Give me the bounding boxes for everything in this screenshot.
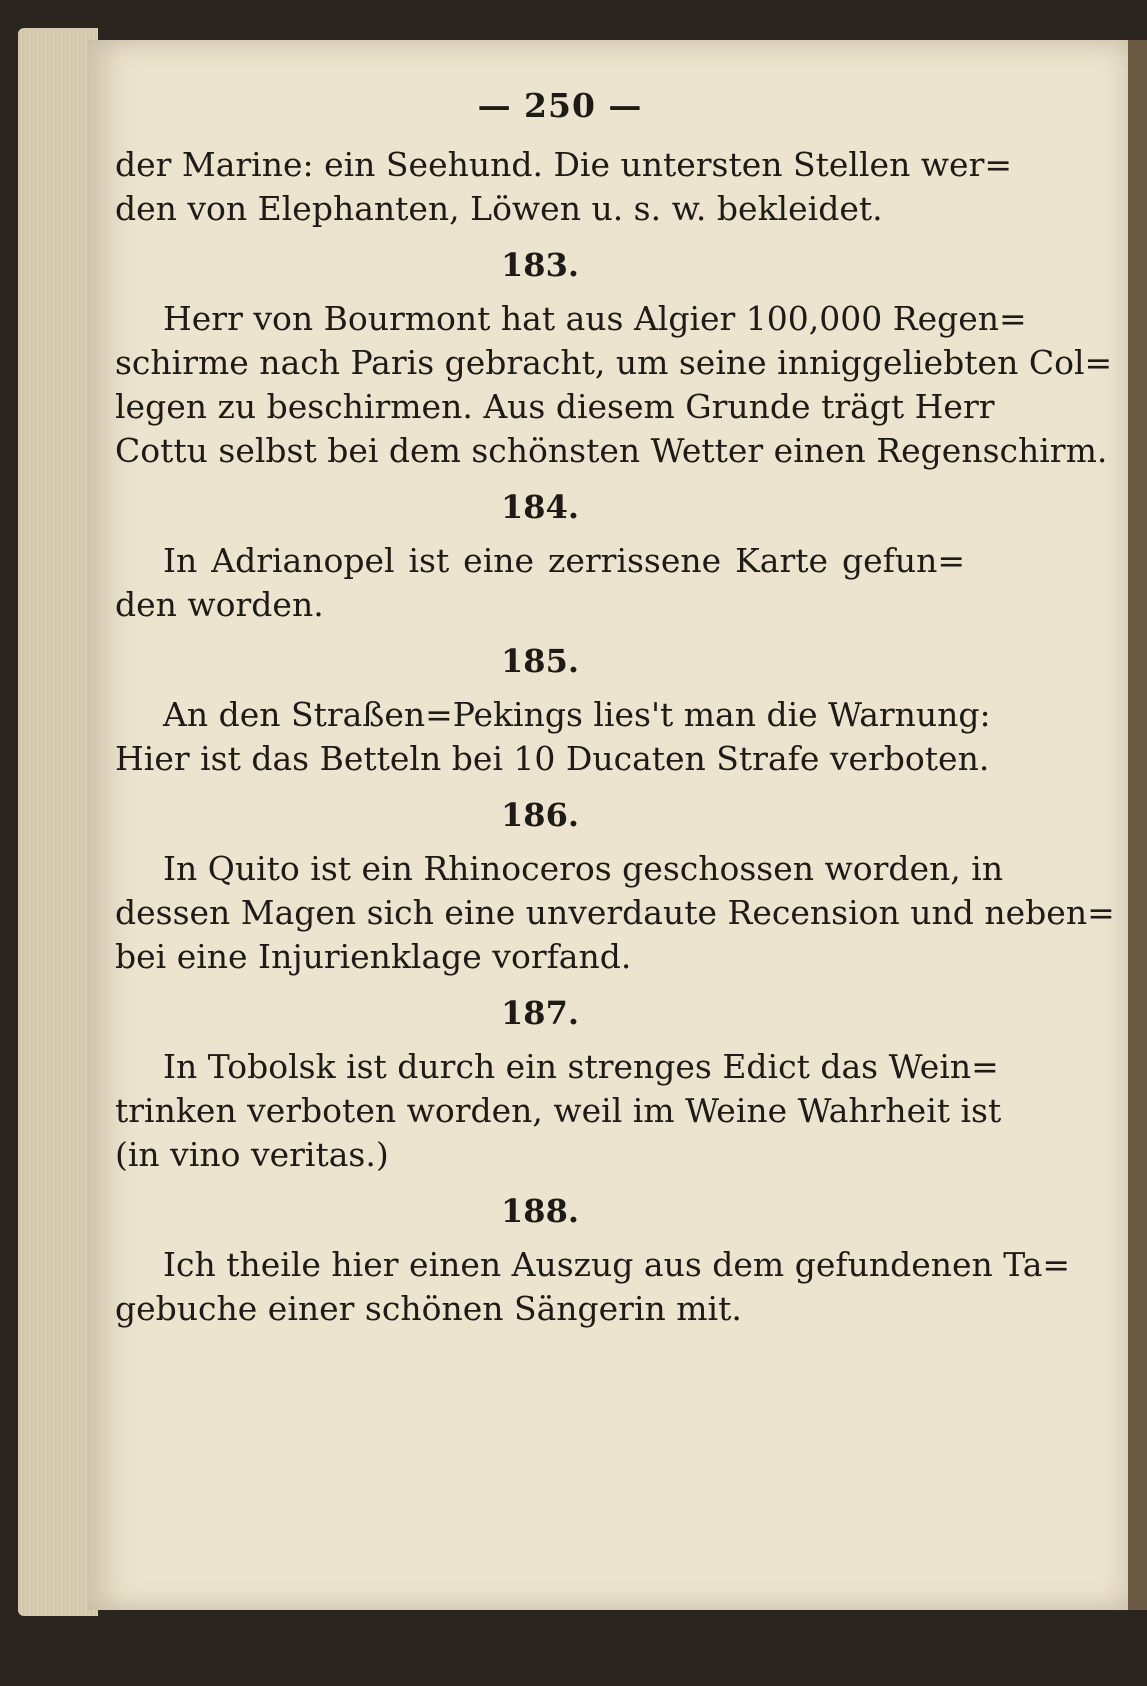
text-line: In Tobolsk ist durch ein strenges Edict das Wein=	[163, 1047, 999, 1086]
entry-text	[115, 297, 1113, 473]
entry-number: 187.	[501, 994, 579, 1032]
entry-number: 184.	[501, 488, 579, 526]
text-line: legen zu beschirmen. Aus diesem Grunde trägt Herr	[115, 387, 995, 426]
text-block	[115, 86, 1115, 1343]
text-line: In Adrianopel ist eine zerrissene Karte gefun=	[163, 541, 965, 580]
text-line: An den Straßen=Pekings lies't man die Warnung:	[163, 695, 991, 734]
entry-number: 188.	[501, 1192, 579, 1230]
text-line: dessen Magen sich eine unverdaute Recension und neben=	[115, 893, 1115, 932]
text-line: den worden.	[115, 585, 324, 624]
text-line: Ich theile hier einen Auszug aus dem gefundenen Ta=	[163, 1245, 1071, 1284]
entry-text	[115, 693, 991, 781]
text-line: den von Elephanten, Löwen u. s. w. bekleidet.	[115, 189, 883, 228]
entry-number: 185.	[501, 642, 579, 680]
text-line: bei eine Injurienklage vorfand.	[115, 937, 632, 976]
text-line: schirme nach Paris gebracht, um seine inniggeliebten Col=	[115, 343, 1113, 382]
text-line: gebuche einer schönen Sängerin mit.	[115, 1289, 742, 1328]
entry-number: 183.	[501, 246, 579, 284]
entry-184	[115, 485, 965, 627]
page-number: — 250 —	[477, 86, 643, 125]
text-line: Cottu selbst bei dem schönsten Wetter einen Regenschirm.	[115, 431, 1108, 470]
text-line: der Marine: ein Seehund. Die untersten Stellen wer=	[115, 145, 1013, 184]
entry-185	[115, 639, 991, 781]
entry-188	[115, 1189, 1071, 1331]
book-cover-edge	[1128, 40, 1147, 1610]
text-line: Herr von Bourmont hat aus Algier 100,000 Regen=	[163, 299, 1027, 338]
entry-text	[115, 847, 1115, 979]
entry-187	[115, 991, 1002, 1177]
intro-paragraph	[115, 143, 1013, 231]
entry-183	[115, 243, 1113, 473]
text-line: trinken verboten worden, weil im Weine Wahrheit ist	[115, 1091, 1002, 1130]
entry-text	[115, 1243, 1071, 1331]
text-line: In Quito ist ein Rhinoceros geschossen worden, in	[163, 849, 1004, 888]
page-edges	[18, 28, 98, 1616]
entry-186	[115, 793, 1115, 979]
entry-text	[115, 1045, 1002, 1177]
entry-number: 186.	[501, 796, 579, 834]
text-line: (in vino veritas.)	[115, 1135, 389, 1174]
text-line: Hier ist das Betteln bei 10 Ducaten Strafe verboten.	[115, 739, 990, 778]
entry-text	[115, 539, 965, 627]
